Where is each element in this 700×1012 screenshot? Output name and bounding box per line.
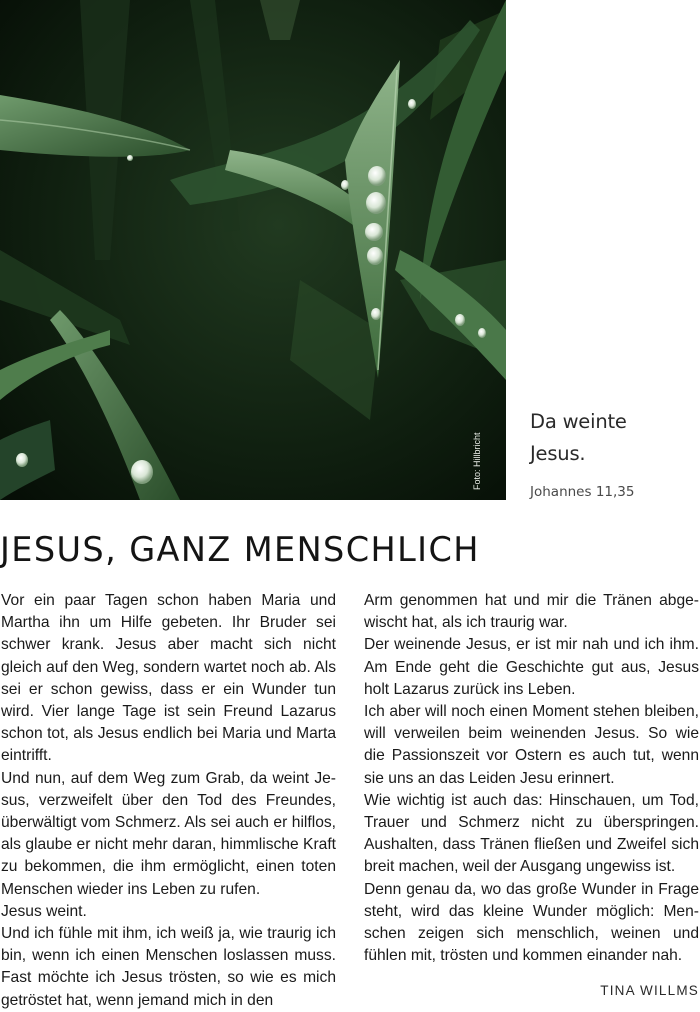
grass-illustration [0,0,506,500]
paragraph: Und ich fühle mit ihm, ich weiß ja, wie traurig ich bin, wenn ich einen Menschen loslassen muss. Fast möchte ich Jesus trösten, so wie es mich getröstet hat, wenn jemand mich in den [1,925,336,1009]
quote-line-1: Da weinte [530,410,627,433]
paragraph: Jesus weint. [1,902,87,920]
author-name: TINA WILLMS [600,983,699,998]
quote-line-2: Jesus. [530,442,586,465]
paragraph: Und nun, auf dem Weg zum Grab, da weint Jesus, verzweifelt über den Tod des Freundes, überwältigt vom Schmerz. Als sei auch er hilflos, als glaube er nicht mehr daran, himmlische Kraft zu bekommen, die ihm ermöglicht, einen toten Menschen wieder ins Leben zu rufen. [1,769,336,898]
paragraph: Denn genau da, wo das große Wunder in Frage steht, wird das kleine Wunder möglich: Menschen zeigen sich menschlich, weinen und fühlen mit, trösten und kommen einander nah. [364,880,699,965]
paragraph: Vor ein paar Tagen schon haben Maria und Martha ihn um Hilfe gebeten. Ihr Bruder sei schwer krank. Jesus aber macht sich nicht gleich auf den Weg, sondern wartet noch ab. Als sei er schon gewiss, dass er ein Wunder tun wird. Vier lange Tage ist sein Freund Lazarus schon tot, als Jesus endlich bei Maria und Marta eintrifft. [1,592,336,765]
photo-credit: Foto: Hillbricht [472,432,482,490]
paragraph: Der weinende Jesus, er ist mir nah und ich ihm. Am Ende geht die Geschichte gut aus, Jesus holt Lazarus zurück ins Leben. [364,636,699,698]
quote-reference: Johannes 11,35 [530,484,635,500]
paragraph: Arm genommen hat und mir die Tränen abgewischt hat, als ich traurig war. [364,592,699,632]
article-column-left [1,590,336,1012]
paragraph: Ich aber will noch einen Moment stehen bleiben, will verweilen beim weinenden Jesus. So wie die Passionszeit vor Ostern es auch tut, wenn sie uns an das Leiden Jesu erinnert. [364,703,699,787]
article-column-right [364,590,699,967]
article-title: JESUS, GANZ MENSCHLICH [0,530,480,569]
bible-quote [530,406,690,470]
paragraph: Wie wichtig ist auch das: Hinschauen, um Tod, Trauer und Schmerz nicht zu überspringen. Aushalten, dass Tränen fließen und Zweifel sich breit machen, weil der Ausgang ungewiss ist. [364,791,699,876]
grass-photo [0,0,506,500]
